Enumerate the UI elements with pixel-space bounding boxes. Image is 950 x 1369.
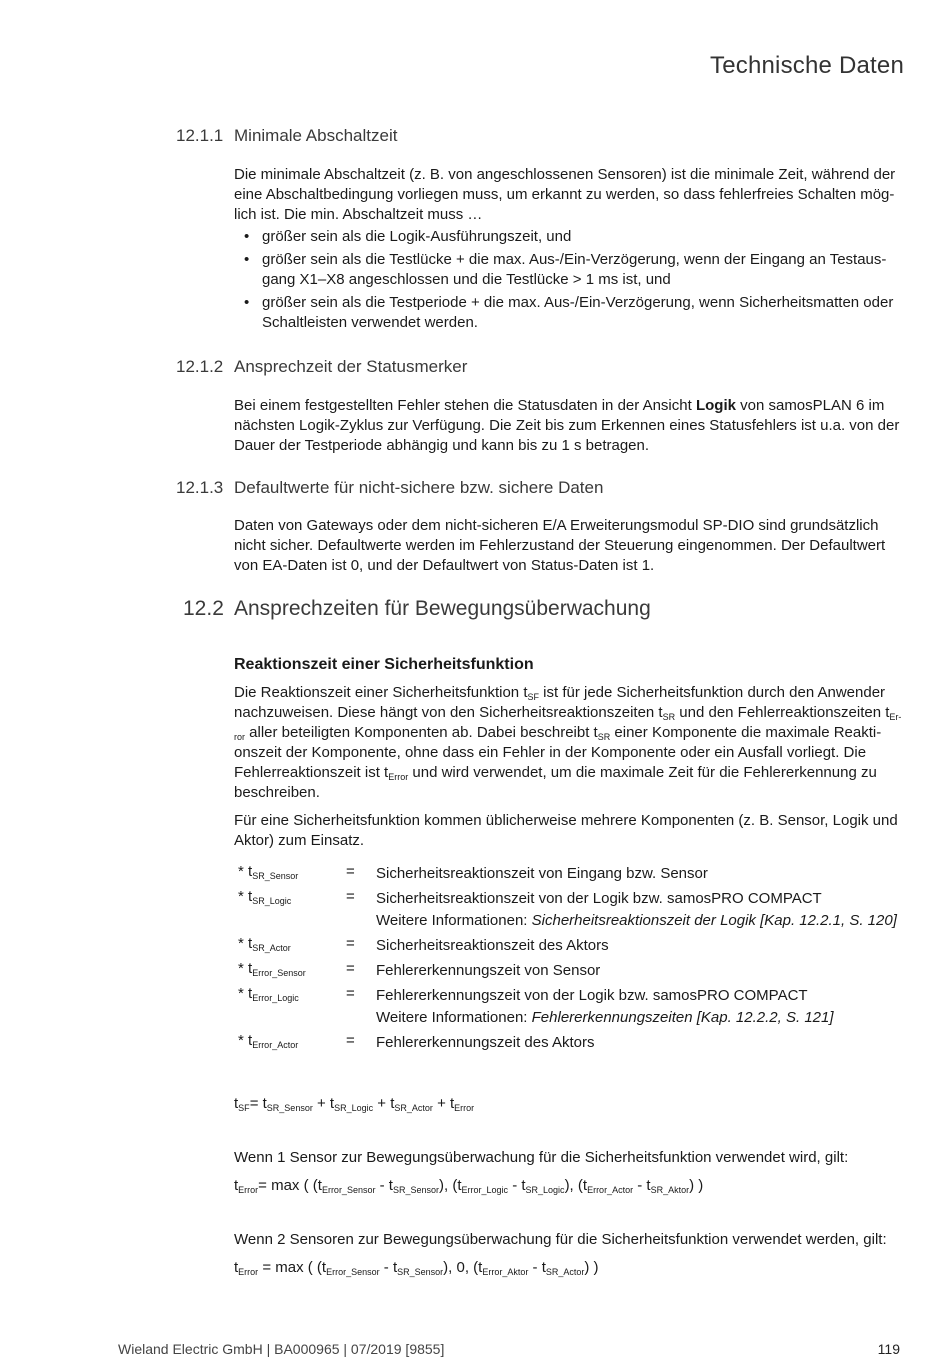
footer-publisher: Wieland Electric GmbH | BA000965 | 07/2019 [9855]	[118, 1341, 445, 1357]
paragraph: Daten von Gateways oder dem nicht-sicheren E/A Erweiterungsmodul SP-DIO sind grundsätzlich nicht sicher. Defaultwerte werden im Fehlerzustand der Steuerung eingenommen. Der Defaultwert von EA-Daten ist 0, und der Defaultwert von Status-Daten ist 1.	[234, 517, 886, 574]
subheading-reaktionszeit: Reaktionszeit einer Sicherheitsfunktion	[234, 656, 534, 673]
definition-symbol: * $t_{Error\_Actor}$	[238, 1032, 299, 1050]
section-number-12-2: 12.2	[183, 597, 224, 620]
definition-description: Fehlererkennungszeit von der Logik bzw. samosPRO COMPACT Weitere Informationen: Fehlererkennungszeiten [Kap. 12.2.2, S. 121]	[376, 987, 834, 1026]
definition-row	[238, 863, 898, 888]
page-number: 119	[877, 1341, 900, 1357]
definition-row	[238, 1032, 898, 1057]
formula-case2: $t_{Error} = \max$ ( $(t_{Error\_Sensor} - t_{SR\_Sensor})$, 0, $(t_{Error\_Aktor} - t_{SR\_Actor})$ )	[234, 1259, 599, 1277]
list-item: • größer sein als die Testlücke + die max. Aus-/Ein-Verzögerung, wenn der Eingang an Testausgang X1–X8 angeschlossen und die Testlücke > 1 ms ist, und	[234, 250, 906, 290]
definition-row	[238, 960, 898, 985]
definition-row	[238, 935, 898, 960]
formula-tsf: $t_{SF}= t_{SR\_Sensor} + t_{SR\_Logic} + t_{SR\_Actor} + t_{Error}$	[234, 1095, 475, 1113]
paragraph: Bei einem festgestellten Fehler stehen die Statusdaten in der Ansicht Logik von samosPLAN 6 im nächsten Logik-Zyklus zur Verfügung. Die Zeit bis zum Erkennen eines Statusfehlers ist u.a. von der Dauer der Testperiode abhängig und kann bis zu 1 s betragen.	[234, 397, 900, 454]
definition-symbol: * $t_{SR\_Actor}$	[238, 935, 291, 953]
section-body-12-1-1	[234, 165, 906, 336]
formula-case1: $t_{Error}= \max$ ( $(t_{Error\_Sensor} - t_{SR\_Sensor})$, $(t_{Error\_Logic} - t_{SR\_Logic})$, $(t_{Error\_Actor} - t_{SR\_Aktor})$ )	[234, 1177, 704, 1195]
list-item: • größer sein als die Logik-Ausführungszeit, und	[234, 227, 906, 247]
paragraph: Für eine Sicherheitsfunktion kommen üblicherweise mehrere Komponenten (z. B. Sensor, Logik und Aktor) zum Einsatz.	[234, 812, 898, 849]
definition-symbol: * $t_{Error\_Sensor}$	[238, 960, 306, 978]
definition-row	[238, 888, 898, 935]
definition-symbol: * $t_{Error\_Logic}$	[238, 985, 299, 1003]
section-body-12-2	[234, 683, 906, 851]
bold-term-logik: Logik	[695, 397, 736, 414]
equals-sign: =	[346, 985, 355, 1002]
section-title-statusmerker: Ansprechzeit der Statusmerker	[234, 357, 468, 376]
definition-description: Fehlererkennungszeit des Aktors	[376, 1034, 595, 1051]
equals-sign: =	[346, 935, 355, 952]
section-body-12-1-3	[234, 516, 906, 576]
definition-symbol: * $t_{SR\_Sensor}$	[238, 863, 299, 881]
case2-text: Wenn 2 Sensoren zur Bewegungsüberwachung für die Sicherheitsfunktion verwendet werden, gilt:	[234, 1231, 887, 1248]
definition-symbol: * $t_{SR\_Logic}$	[238, 888, 292, 906]
crossref-link[interactable]: Sicherheitsreaktionszeit der Logik [Kap. 12.2.1, S. 120]	[531, 912, 897, 929]
definition-description: Sicherheitsreaktionszeit des Aktors	[376, 937, 609, 954]
crossref-link[interactable]: Fehlererkennungszeiten [Kap. 12.2.2, S. 121]	[531, 1009, 834, 1026]
definition-description: Sicherheitsreaktionszeit von der Logik bzw. samosPRO COMPACT Weitere Informationen: Sicherheitsreaktionszeit der Logik [Kap. 12.2.1, S. 120]	[376, 890, 897, 929]
section-number-12-1-2: 12.1.2	[176, 357, 224, 376]
equals-sign: =	[346, 888, 355, 905]
list-item: • größer sein als die Testperiode + die max. Aus-/Ein-Verzögerung, wenn Sicherheitsmatten oder Schaltleisten verwendet werden.	[234, 293, 906, 333]
paragraph: Die minimale Abschaltzeit (z. B. von angeschlossenen Sensoren) ist die minimale Zeit, während der eine Abschaltbedingung vorliegen muss, um erkannt zu werden, so dass fehlerfreies Schalten möglich ist. Die min. Abschaltzeit muss …	[234, 166, 896, 223]
bullet-list	[234, 227, 906, 333]
section-title-minimale-abschaltzeit: Minimale Abschaltzeit	[234, 126, 398, 145]
definition-description: Sicherheitsreaktionszeit von Eingang bzw. Sensor	[376, 865, 708, 882]
page-header-title: Technische Daten	[710, 52, 904, 79]
equals-sign: =	[346, 960, 355, 977]
definition-row	[238, 985, 898, 1032]
section-number-12-1-1: 12.1.1	[176, 126, 224, 145]
section-title-defaultwerte: Defaultwerte für nicht-sichere bzw. sichere Daten	[234, 478, 604, 497]
section-number-12-1-3: 12.1.3	[176, 478, 224, 497]
section-title-bewegungsueberwachung: Ansprechzeiten für Bewegungsüberwachung	[234, 597, 651, 620]
paragraph: Die Reaktionszeit einer Sicherheitsfunktion $t_{SF}$ ist für jede Sicherheitsfunktion durch den Anwender nachzuweisen. Diese hängt von den Sicherheitsreaktionszeiten $t_{SR}$ und den Fehlerreaktionszeiten $t_{Er-}$ $_{ror}$ aller beteiligten Komponenten ab. Dabei beschreibt $t_{SR}$ einer Komponente die maximale Reaktionszeit der Komponente, ohne dass ein Fehler in der Komponente oder ein Ausfall vorliegt. Die Fehlerreaktionszeit ist $t_{Error}$ und wird verwendet, um die maximale Zeit für die Fehlererkennung zu beschreiben.	[234, 684, 902, 801]
definitions-table	[238, 863, 898, 1057]
section-body-12-1-2	[234, 396, 906, 456]
equals-sign: =	[346, 1032, 355, 1049]
definition-description: Fehlererkennungszeit von Sensor	[376, 962, 601, 979]
case1-text: Wenn 1 Sensor zur Bewegungsüberwachung für die Sicherheitsfunktion verwendet wird, gilt:	[234, 1149, 849, 1166]
equals-sign: =	[346, 863, 355, 880]
